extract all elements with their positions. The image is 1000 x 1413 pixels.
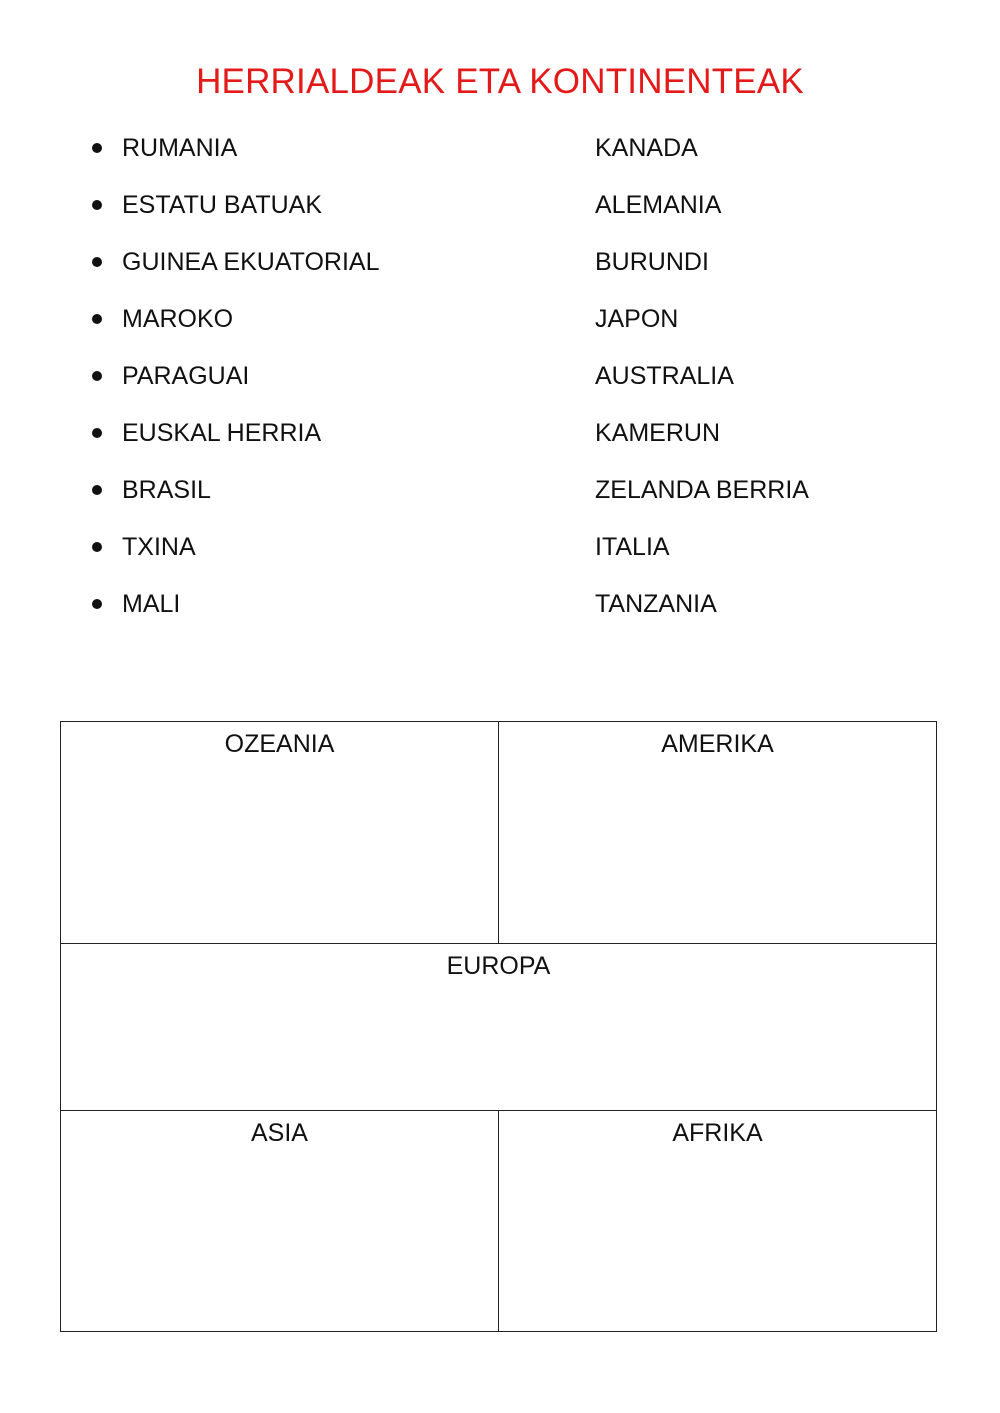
country-name: RUMANIA [122, 134, 238, 162]
continent-label-europa: EUROPA [446, 952, 551, 980]
country-name: ESTATU BATUAK [122, 191, 323, 219]
bullet-icon [92, 599, 102, 609]
list-item [90, 527, 379, 584]
continent-cell-amerika[interactable] [499, 722, 936, 944]
bullet-icon [92, 200, 102, 210]
continent-cell-asia[interactable] [61, 1111, 499, 1331]
country-name: ALEMANIA [595, 191, 722, 219]
bullet-icon [92, 371, 102, 381]
country-name: BRASIL [122, 476, 211, 504]
country-name: ITALIA [595, 533, 670, 561]
continent-cell-europa[interactable] [61, 944, 936, 1111]
list-item [90, 413, 379, 470]
country-name: EUSKAL HERRIA [122, 419, 322, 447]
bullet-icon [92, 257, 102, 267]
country-name: MALI [122, 590, 181, 618]
continent-cell-afrika[interactable] [499, 1111, 936, 1331]
continent-label-afrika: AFRIKA [672, 1119, 763, 1147]
list-item [90, 242, 379, 299]
list-item [90, 356, 379, 413]
page-title: HERRIALDEAK ETA KONTINENTEAK [196, 62, 804, 101]
list-item [90, 299, 379, 356]
bullet-icon [92, 314, 102, 324]
country-name: BURUNDI [595, 248, 709, 276]
country-list-right [595, 128, 809, 641]
list-item [90, 584, 379, 641]
continent-label-amerika: AMERIKA [661, 730, 774, 758]
list-item [90, 185, 379, 242]
country-name: AUSTRALIA [595, 362, 734, 390]
country-name: ZELANDA BERRIA [595, 476, 809, 504]
list-item [90, 470, 379, 527]
bullet-icon [92, 485, 102, 495]
country-name: TXINA [122, 533, 196, 561]
continent-label-ozeania: OZEANIA [224, 730, 335, 758]
country-list-left [90, 128, 379, 641]
country-name: KAMERUN [595, 419, 721, 447]
country-name: KANADA [595, 134, 698, 162]
country-name: MAROKO [122, 305, 234, 333]
continent-label-asia: ASIA [251, 1119, 308, 1147]
continent-table [60, 721, 937, 1332]
country-name: JAPON [595, 305, 679, 333]
bullet-icon [92, 428, 102, 438]
bullet-icon [92, 542, 102, 552]
continent-cell-ozeania[interactable] [61, 722, 499, 944]
bullet-icon [92, 143, 102, 153]
list-item [90, 128, 379, 185]
country-name: GUINEA EKUATORIAL [122, 248, 380, 276]
country-name: PARAGUAI [122, 362, 250, 390]
country-name: TANZANIA [595, 590, 717, 618]
